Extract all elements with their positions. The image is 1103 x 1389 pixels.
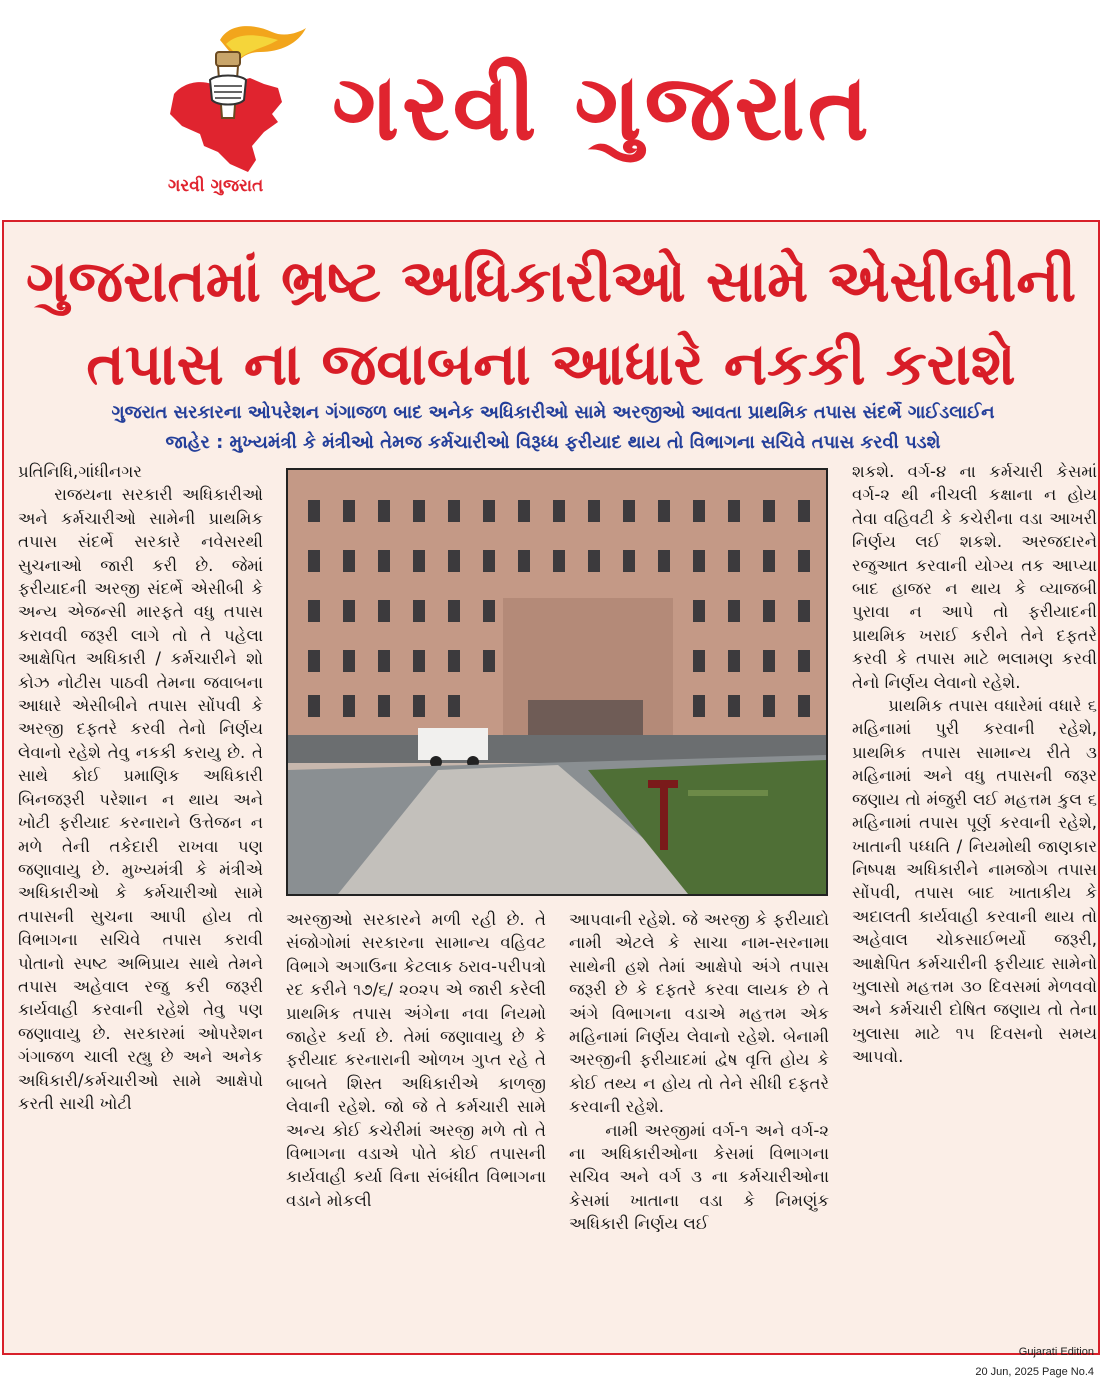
article-photo: [286, 468, 828, 896]
headline-line-2: તપાસ ના જવાબના આધારે નકકી કરાશે: [86, 330, 1016, 398]
column-1-paragraph: રાજયના સરકારી અધિકારીઓ અને કર્મચારીઓ સામેની પ્રાથમિક તપાસ સંદર્ભે સરકારે નવેસરથી સુચનાઓ જારી કરી છે. જેમાં ફરીયાદની અરજી સંદર્ભે એસીબી કે અન્ય એજન્સી મારફતે વધુ તપાસ કરાવવી જરૂરી લાગે તો તે પહેલા આક્ષેપિત અધિકારી / કર્મચારીને શો કોઝ નોટીસ પાઠવી તેમના જવાબના આધારે એસીબીને તપાસ સોંપવી કે અરજી દફતરે કરવી તેનો નિર્ણય લેવાનો રહેશે તેવુ નકકી કરાયુ છે. તે સાથે કોઈ પ્રમાણિક અધિકારી બિનજરૂરી પરેશાન ન થાય અને ખોટી ફરીયાદ કરનારાને ઉત્તેજન ન મળે તેની તકેદારી રાખવા પણ જણાવાયુ છે. મુખ્યમંત્રી કે મંત્રીએ અધિકારીઓ કે કર્મચારીઓ સામે તપાસની સુચના આપી હોય તો વિભાગના સચિવે તપાસ કરાવી પોતાનો સ્પષ્ટ અભિપ્રાય સાથે તેમને તપાસ અહેવાલ રજુ કરી જરૂરી કાર્યવાહી કરવાની રહેશે તેવુ પણ જણાવાયુ છે. સરકારમાં ઓપરેશન ગંગાજળ ચાલી રહ્યુ છે અને અનેક અધિકારી/કર્મચારીઓ સામે આક્ષેપો કરતી સાચી ખોટી: [18, 485, 263, 1113]
article-column-3: [569, 908, 829, 1236]
subhead-line-1: ગુજરાત સરકારના ઓપરેશન ગંગાજળ બાદ અનેક અધિકારીઓ સામે અરજીઓ આવતા પ્રાથમિક તપાસ સંદર્ભે ગાઈડલાઈન: [111, 402, 995, 423]
headline-line-1: ગુજરાતમાં ભ્રષ્ટ અધિકારીઓ સામે એસીબીની: [25, 247, 1077, 315]
column-2-paragraph: અરજીઓ સરકારને મળી રહી છે. તે સંજોગોમાં સરકારના સામાન્ય વહિવટ વિભાગે અગાઉના કેટલાક ઠરાવ-પરીપત્રો રદ કરીને ૧૭/૬/ ૨૦૨૫ એ જારી કરેલી પ્રાથમિક તપાસ અંગેના નવા નિયમો જાહેર કર્યા છે. તેમાં જણાવાયુ છે કે ફરીયાદ કરનારાની ઓળખ ગુપ્ત રહે તે બાબતે શિસ્ત અધિકારીએ કાળજી લેવાની રહેશે. જો જે તે કર્મચારી સામે અન્ય કોઈ કચેરીમાં અરજી મળે તો તે વિભાગના વડાએ પોતે કોઈ તપાસની કાર્યવાહી કર્યા વિના સંબંધીત વિભાગના વડાને મોકલી: [286, 910, 546, 1210]
logo-caption: ગરવી ગુજરાત: [168, 176, 264, 196]
article-panel: [2, 220, 1100, 1355]
edition-label: Gujarati Edition: [1018, 1346, 1094, 1358]
article-column-2: [286, 908, 546, 1212]
column-4-paragraph-1: શકશે. વર્ગ-૪ ના કર્મચારી કેસમાં વર્ગ-૨ થી નીચલી કક્ષાના ન હોય તેવા વહિવટી કે કચેરીના વડા આખરી નિર્ણય લઈ શકશે. અરજદારને રજુઆત કરવાની યોગ્ય તક આપ્યા બાદ હાજર ન થાય કે વ્યાજબી પુરાવા ન આપે તો ફરીયાદની પ્રાથમિક ખરાઈ કરીને તેને દફતરે કરવી કે તપાસ માટે ભલામણ કરવી તેનો નિર્ણય લેવાનો રહેશે.: [852, 462, 1097, 692]
masthead-title: ગરવી ગુજરાત: [332, 54, 872, 161]
column-4-paragraph-2: પ્રાથમિક તપાસ વધારેમાં વધારે ૬ મહિનામાં પુરી કરવાની રહેશે, પ્રાથમિક તપાસ સામાન્ય રીતે ૩ મહિનામાં અને વધુ તપાસની જરૂર જણાય તો મંજુરી લઈ મહત્તમ કુલ ૬ મહિનામાં તપાસ પૂર્ણ કરવાની રહેશે, ખાતાની પધ્ધતિ / નિયમોથી જાણકાર નિષ્પક્ષ અધિકારીને નામજોગ તપાસ સોંપવી, તપાસ બાદ ખાતાકીય કે અદાલતી કાર્યવાહી કરવાની થાય તો અહેવાલ ચોકસાઈભર્યો જરૂરી, આક્ષેપિત કર્મચારીની ફરીયાદ સામેનો ખુલાસો મહત્તમ ૩૦ દિવસમાં મેળવવો અને કર્મચારી દોષિત જણાય તો તેના ખુલાસા માટે ૧૫ દિવસનો સમય આપવો.: [852, 696, 1097, 1067]
byline: પ્રતિનિધિ,ગાંધીનગર: [18, 462, 142, 481]
subhead-line-2: જાહેર : મુખ્યમંત્રી કે મંત્રીઓ તેમજ કર્મચારીઓ વિરૂધ્ધ ફરીયાદ થાય તો વિભાગના સચિવે તપાસ કરવી પડશે: [165, 432, 941, 453]
column-3-paragraph-2: નામી અરજીમાં વર્ગ-૧ અને વર્ગ-૨ ના અધિકારીઓના કેસમાં વિભાગના સચિવ અને વર્ગ ૩ ના કર્મચારીઓના કેસમાં ખાતાના વડા કે નિમણુંક અધિકારી નિર્ણય લઈ: [569, 1120, 829, 1234]
column-3-paragraph-1: આપવાની રહેશે. જે અરજી કે ફરીયાદો નામી એટલે કે સાચા નામ-સરનામા સાથેની હશે તેમાં આક્ષેપો અંગે તપાસ જરૂરી છે કે દફતરે કરવા લાયક છે તે અંગે વિભાગના વડાએ મહત્તમ એક મહિનામાં નિર્ણય લેવાનો રહેશે. બેનામી અરજીની ફરીયાદમાં દ્વેષ વૃત્તિ હોય કે કોઈ તથ્ય ન હોય તો તેને સીધી દફતરે કરવાની રહેશે.: [569, 910, 829, 1117]
article-column-1: [18, 460, 263, 1115]
date-page-label: 20 Jun, 2025 Page No.4: [975, 1366, 1094, 1378]
article-column-4: [852, 460, 1097, 1069]
torch-over-gujarat-map-icon: [160, 22, 310, 200]
masthead: [0, 0, 1103, 205]
